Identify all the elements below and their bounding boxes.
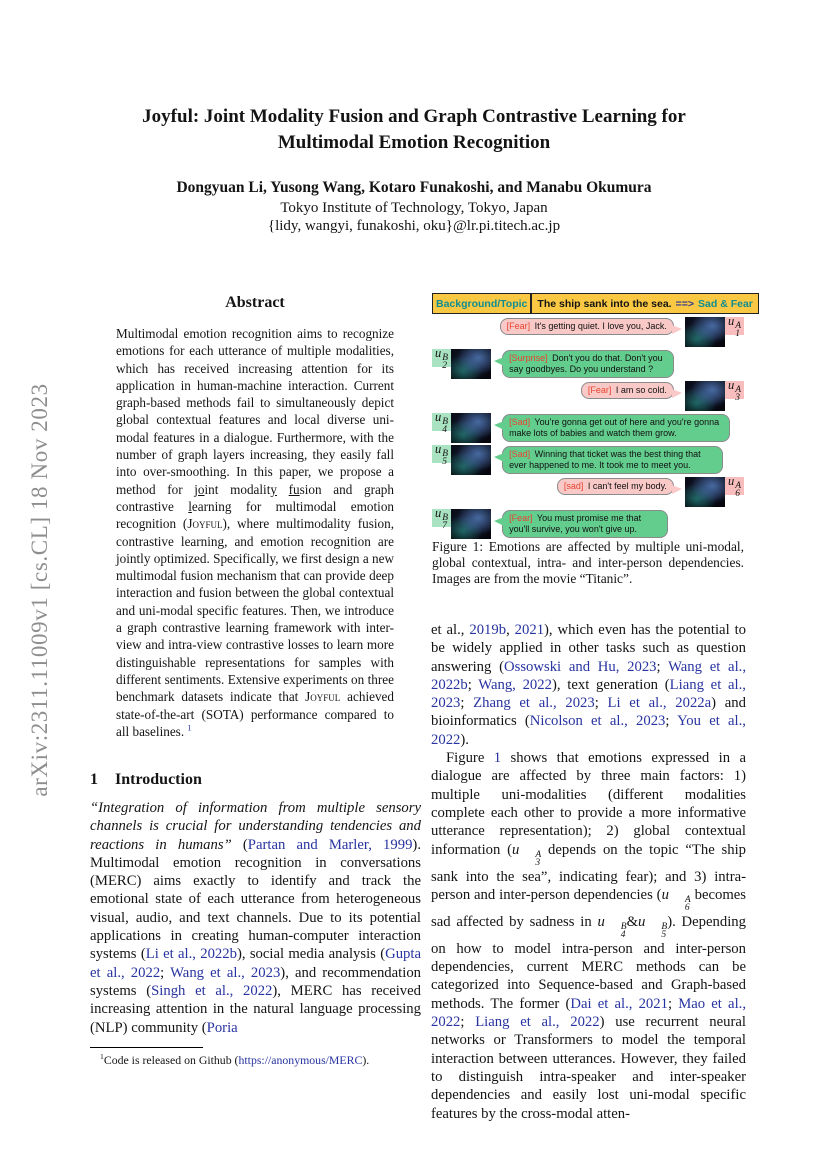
speech-bubble: [Surprise] Don't you do that. Don't you say goodbyes. Do you understand ? <box>502 350 674 378</box>
text-segment: ; <box>160 964 171 981</box>
text-segment: 1 <box>100 1052 104 1062</box>
text-segment: int modalit <box>204 481 271 497</box>
text-segment: Figure <box>446 750 494 767</box>
citation-link[interactable]: Gupta et al., 2022 <box>90 946 421 981</box>
introduction-section <box>90 771 421 1037</box>
section-number: 1 <box>90 771 98 788</box>
math-utterance-symbol: u B 4 <box>597 913 627 941</box>
speaker-photo <box>451 445 491 475</box>
text-segment: ; <box>667 995 679 1012</box>
text-segment: earning for multimodal emotion recognition ( <box>116 498 395 532</box>
text-segment: Figure 1: Emotions are affected by multiple uni-modal, global contextual, intra- and inter-person dependencies. Images are from the movie “Titanic”. <box>432 539 744 586</box>
dialogue-row <box>432 409 744 443</box>
citation-link[interactable]: Mao et al., 2022 <box>431 995 746 1031</box>
math-utterance-symbol: u A 1 <box>727 313 741 339</box>
footnote-rule <box>90 1047 203 1048</box>
text-segment: Joyful <box>187 516 223 532</box>
speech-bubble: [Fear] You must promise me that you'll survive, you won't give up. <box>502 510 668 538</box>
citation-link[interactable]: Dai et al., 2021 <box>570 995 668 1012</box>
emotion-tag: [Surprise] <box>509 353 548 363</box>
speech-bubble: [sad] I can't feel my body. <box>557 478 674 495</box>
citation-link[interactable]: Liang et al., 2022 <box>475 1014 600 1031</box>
citation-link[interactable]: Zhang et al., 2023 <box>473 695 595 712</box>
utterance-label <box>432 505 451 531</box>
citation-link[interactable]: Liang et al., 2023 <box>431 676 746 712</box>
right-column <box>431 621 746 1123</box>
footnote-text <box>90 1053 420 1067</box>
email-line: {lidy, wangyi, funakoshi, oku}@lr.pi.titech.ac.jp <box>267 218 561 234</box>
citation-link[interactable]: Ossowski and Hu, 2023 <box>504 658 657 675</box>
emotion-tag: [Sad] <box>509 449 531 459</box>
emotion-tag: [Sad] <box>509 417 531 427</box>
math-utterance-symbol: u B 5 <box>638 913 668 941</box>
text-segment: ; <box>467 676 479 693</box>
abstract-body <box>116 325 394 740</box>
background-topic-label: Background/Topic <box>432 293 531 314</box>
affiliation: Tokyo Institute of Technology, Tokyo, Japan <box>280 200 548 216</box>
dialogue-row <box>432 345 744 379</box>
text-segment: fu <box>288 481 300 497</box>
text-segment: ), where multimodality fusion, contrastive learning, and emotion recognition are jointly optimized. Specifically, we first design a new multimodal fusion mechanism that can provide deep interaction and fusion between the global contextual and uni-modal specific features. Then, we introduce a graph contrastive learning framework with inter-view and intra-view contrastive losses to learn more distinguishable representations for samples with different sentiments. Extensive experiments on three benchmark datasets indicate that <box>116 516 394 705</box>
citation-link[interactable]: Li et al., 2022a <box>607 695 712 712</box>
math-utterance-symbol: u B 7 <box>435 505 449 531</box>
text-segment: ), text generation ( <box>551 676 670 693</box>
text-segment: achieved state-of-the-art (SOTA) performance compared to all baselines. <box>116 689 395 739</box>
utterance-label <box>432 409 451 435</box>
dialogue-row <box>432 313 744 347</box>
speech-bubble: [Fear] It's getting quiet. I love you, Jack. <box>500 318 674 335</box>
right-column-paragraph-2 <box>431 749 746 1123</box>
citation-link[interactable]: Wang et al., 2022b <box>431 658 746 693</box>
figure-caption <box>432 539 744 587</box>
math-utterance-symbol: u A 3 <box>512 841 542 869</box>
speech-bubble: [Sad] Winning that ticket was the best thing that ever happened to me. It took me to meet you. <box>502 446 723 474</box>
text-segment: et al., <box>431 622 470 638</box>
emotion-tag: [Fear] <box>509 513 533 523</box>
math-utterance-symbol: u B 5 <box>435 441 449 467</box>
figure-1 <box>432 293 753 541</box>
speaker-photo <box>685 317 725 347</box>
topic-emotion: Sad & Fear <box>698 297 753 310</box>
text-segment: ), which even has the potential to be widely applied in other tasks such as question answering ( <box>431 622 746 675</box>
text-segment: sion and graph contrastive <box>116 481 394 514</box>
utterance-label <box>432 441 451 467</box>
citation-link[interactable]: Wang et al., 2023 <box>170 964 281 981</box>
text-segment: , <box>506 622 515 638</box>
emotion-tag: [sad] <box>563 481 584 491</box>
citation-link[interactable]: 2019b <box>469 622 507 638</box>
text-segment: shows that emotions expressed in a dialogue are affected by three main factors: 1) multiple uni-modalities (different modalities complete each other to provide a more informative utterance representation); 2) global contextual information ( <box>431 750 746 858</box>
dialogue-row <box>432 473 744 507</box>
text-segment: depends on the topic “The ship sank into the sea”, indicating fear); and 3) intra-person and inter-person dependencies ( <box>431 841 747 903</box>
text-segment: ). Depending on how to model intra-person and inter-person dependencies, current MERC methods can be categorized into Sequence-based and Graph-based methods. The former ( <box>431 913 746 1012</box>
text-segment: ). <box>362 1053 370 1067</box>
text-segment: ). <box>460 731 469 748</box>
right-column-paragraph-1 <box>431 621 746 749</box>
arxiv-watermark: arXiv:2311.11009v1 [cs.CL] 18 Nov 2023 <box>27 383 52 797</box>
speech-bubble: [Sad] You're gonna get out of here and you're gonna make lots of babies and watch them grow. <box>502 414 730 442</box>
text-segment: Code is released on Github ( <box>103 1053 239 1067</box>
citation-link[interactable]: Nicolson et al., 2023 <box>529 713 666 730</box>
utterance-label <box>725 377 744 403</box>
speaker-photo <box>451 509 491 539</box>
text-segment: ; <box>460 1014 476 1031</box>
paper-title-line1: Joyful: Joint Modality Fusion and Graph Contrastive Learning for <box>142 106 686 127</box>
speech-bubble: [Fear] I am so cold. <box>581 382 674 399</box>
dialogue-row <box>432 505 744 539</box>
figure-banner <box>432 293 753 314</box>
citation-link[interactable]: Singh et al., 2022 <box>151 982 273 999</box>
text-segment: ; <box>665 713 678 730</box>
text-segment: ) and bioinformatics ( <box>431 695 746 730</box>
citation-link[interactable]: 2021 <box>514 622 545 638</box>
citation-link[interactable]: 1 <box>493 750 502 767</box>
utterance-label <box>725 473 744 499</box>
text-segment: & <box>626 913 639 930</box>
math-utterance-symbol: u A 3 <box>727 377 741 403</box>
speaker-photo <box>451 349 491 379</box>
text-segment: ; <box>594 695 608 712</box>
math-utterance-symbol: u B 4 <box>435 409 449 435</box>
text-segment: ), social media analysis ( <box>236 946 386 963</box>
text-segment: y <box>270 481 277 497</box>
text-segment: ) use recurrent neural networks or Transformers to model the temporal interaction between utterances. However, they failed to distinguish intra-speaker and inter-speaker dependencies and easily lost uni-modal specific features by the cross-modal atten- <box>431 1014 746 1122</box>
text-segment: Joyful <box>305 689 341 705</box>
speaker-photo <box>685 477 725 507</box>
authors: Dongyuan Li, Yusong Wang, Kotaro Funakoshi, and Manabu Okumura <box>176 179 652 196</box>
math-utterance-symbol: u A 6 <box>727 473 741 499</box>
math-utterance-symbol: u B 2 <box>435 345 449 371</box>
section-heading <box>90 771 421 789</box>
paper-title <box>64 104 764 156</box>
emotion-tag: [Fear] <box>587 385 612 395</box>
arrow-glyph: ==> <box>675 297 695 310</box>
text-segment: Multimodal emotion recognition aims to recognize emotions for each utterance of multiple modalities, which has received increasing attention for its application in human-machine interaction. Current graph-based methods fail to simultaneously depict global contextual features and local diverse uni-modal features in a dialogue. Furthermore, with the number of graph layers increasing, they easily fall into over-smoothing. In this paper, we propose a method for <box>116 326 394 497</box>
abstract-heading: Abstract <box>225 294 285 311</box>
topic-bar <box>531 293 758 314</box>
citation-link[interactable]: Wang, 2022 <box>478 676 552 693</box>
dialogue-row <box>432 377 744 411</box>
dialogue-rows <box>432 313 744 539</box>
citation-link[interactable]: 1 <box>187 722 192 733</box>
utterance-label <box>432 345 451 371</box>
paper-title-line2: Multimodal Emotion Recognition <box>277 132 551 153</box>
speaker-photo <box>451 413 491 443</box>
citation-link[interactable]: Li et al., 2022b <box>145 946 237 963</box>
dialogue-row <box>432 441 744 475</box>
text-segment: ), and recommendation systems ( <box>90 964 422 999</box>
citation-link[interactable]: You et al., 2022 <box>431 713 746 748</box>
citation-link[interactable]: https://anonymous/MERC <box>238 1053 363 1067</box>
text-segment: ( <box>231 836 248 853</box>
intro-paragraph <box>90 799 421 1037</box>
text-segment: ). Multimodal emotion recognition in conversations (MERC) aims exactly to identify and track the emotional state of each utterance from heterogeneous visual, audio, and text channels. Due to its potential applications in creating human-computer interaction systems ( <box>90 836 421 963</box>
footnote <box>90 1047 420 1067</box>
text-segment: becomes sad affected by sadness in <box>431 886 746 930</box>
text-segment: ), MERC has received increasing attention in the natural language processing (NLP) community ( <box>90 982 421 1036</box>
citation-link[interactable]: Partan and Marler, 1999 <box>247 836 413 853</box>
text-segment: l <box>188 498 192 514</box>
math-utterance-symbol: u A 6 <box>661 886 691 914</box>
topic-text: The ship sank into the sea. <box>537 297 672 310</box>
text-segment: ; <box>656 658 669 675</box>
text-segment: jo <box>194 481 205 497</box>
citation-link[interactable]: Poria <box>206 1019 238 1036</box>
speaker-photo <box>685 381 725 411</box>
text-segment <box>277 482 289 497</box>
section-title: Introduction <box>115 771 202 788</box>
emotion-tag: [Fear] <box>506 321 531 331</box>
abstract-section <box>90 294 420 740</box>
text-segment: ; <box>460 695 474 712</box>
utterance-label <box>725 313 744 339</box>
text-segment: “Integration of information from multiple sensory channels is crucial for understanding tendencies and reactions in humans” <box>90 800 421 853</box>
